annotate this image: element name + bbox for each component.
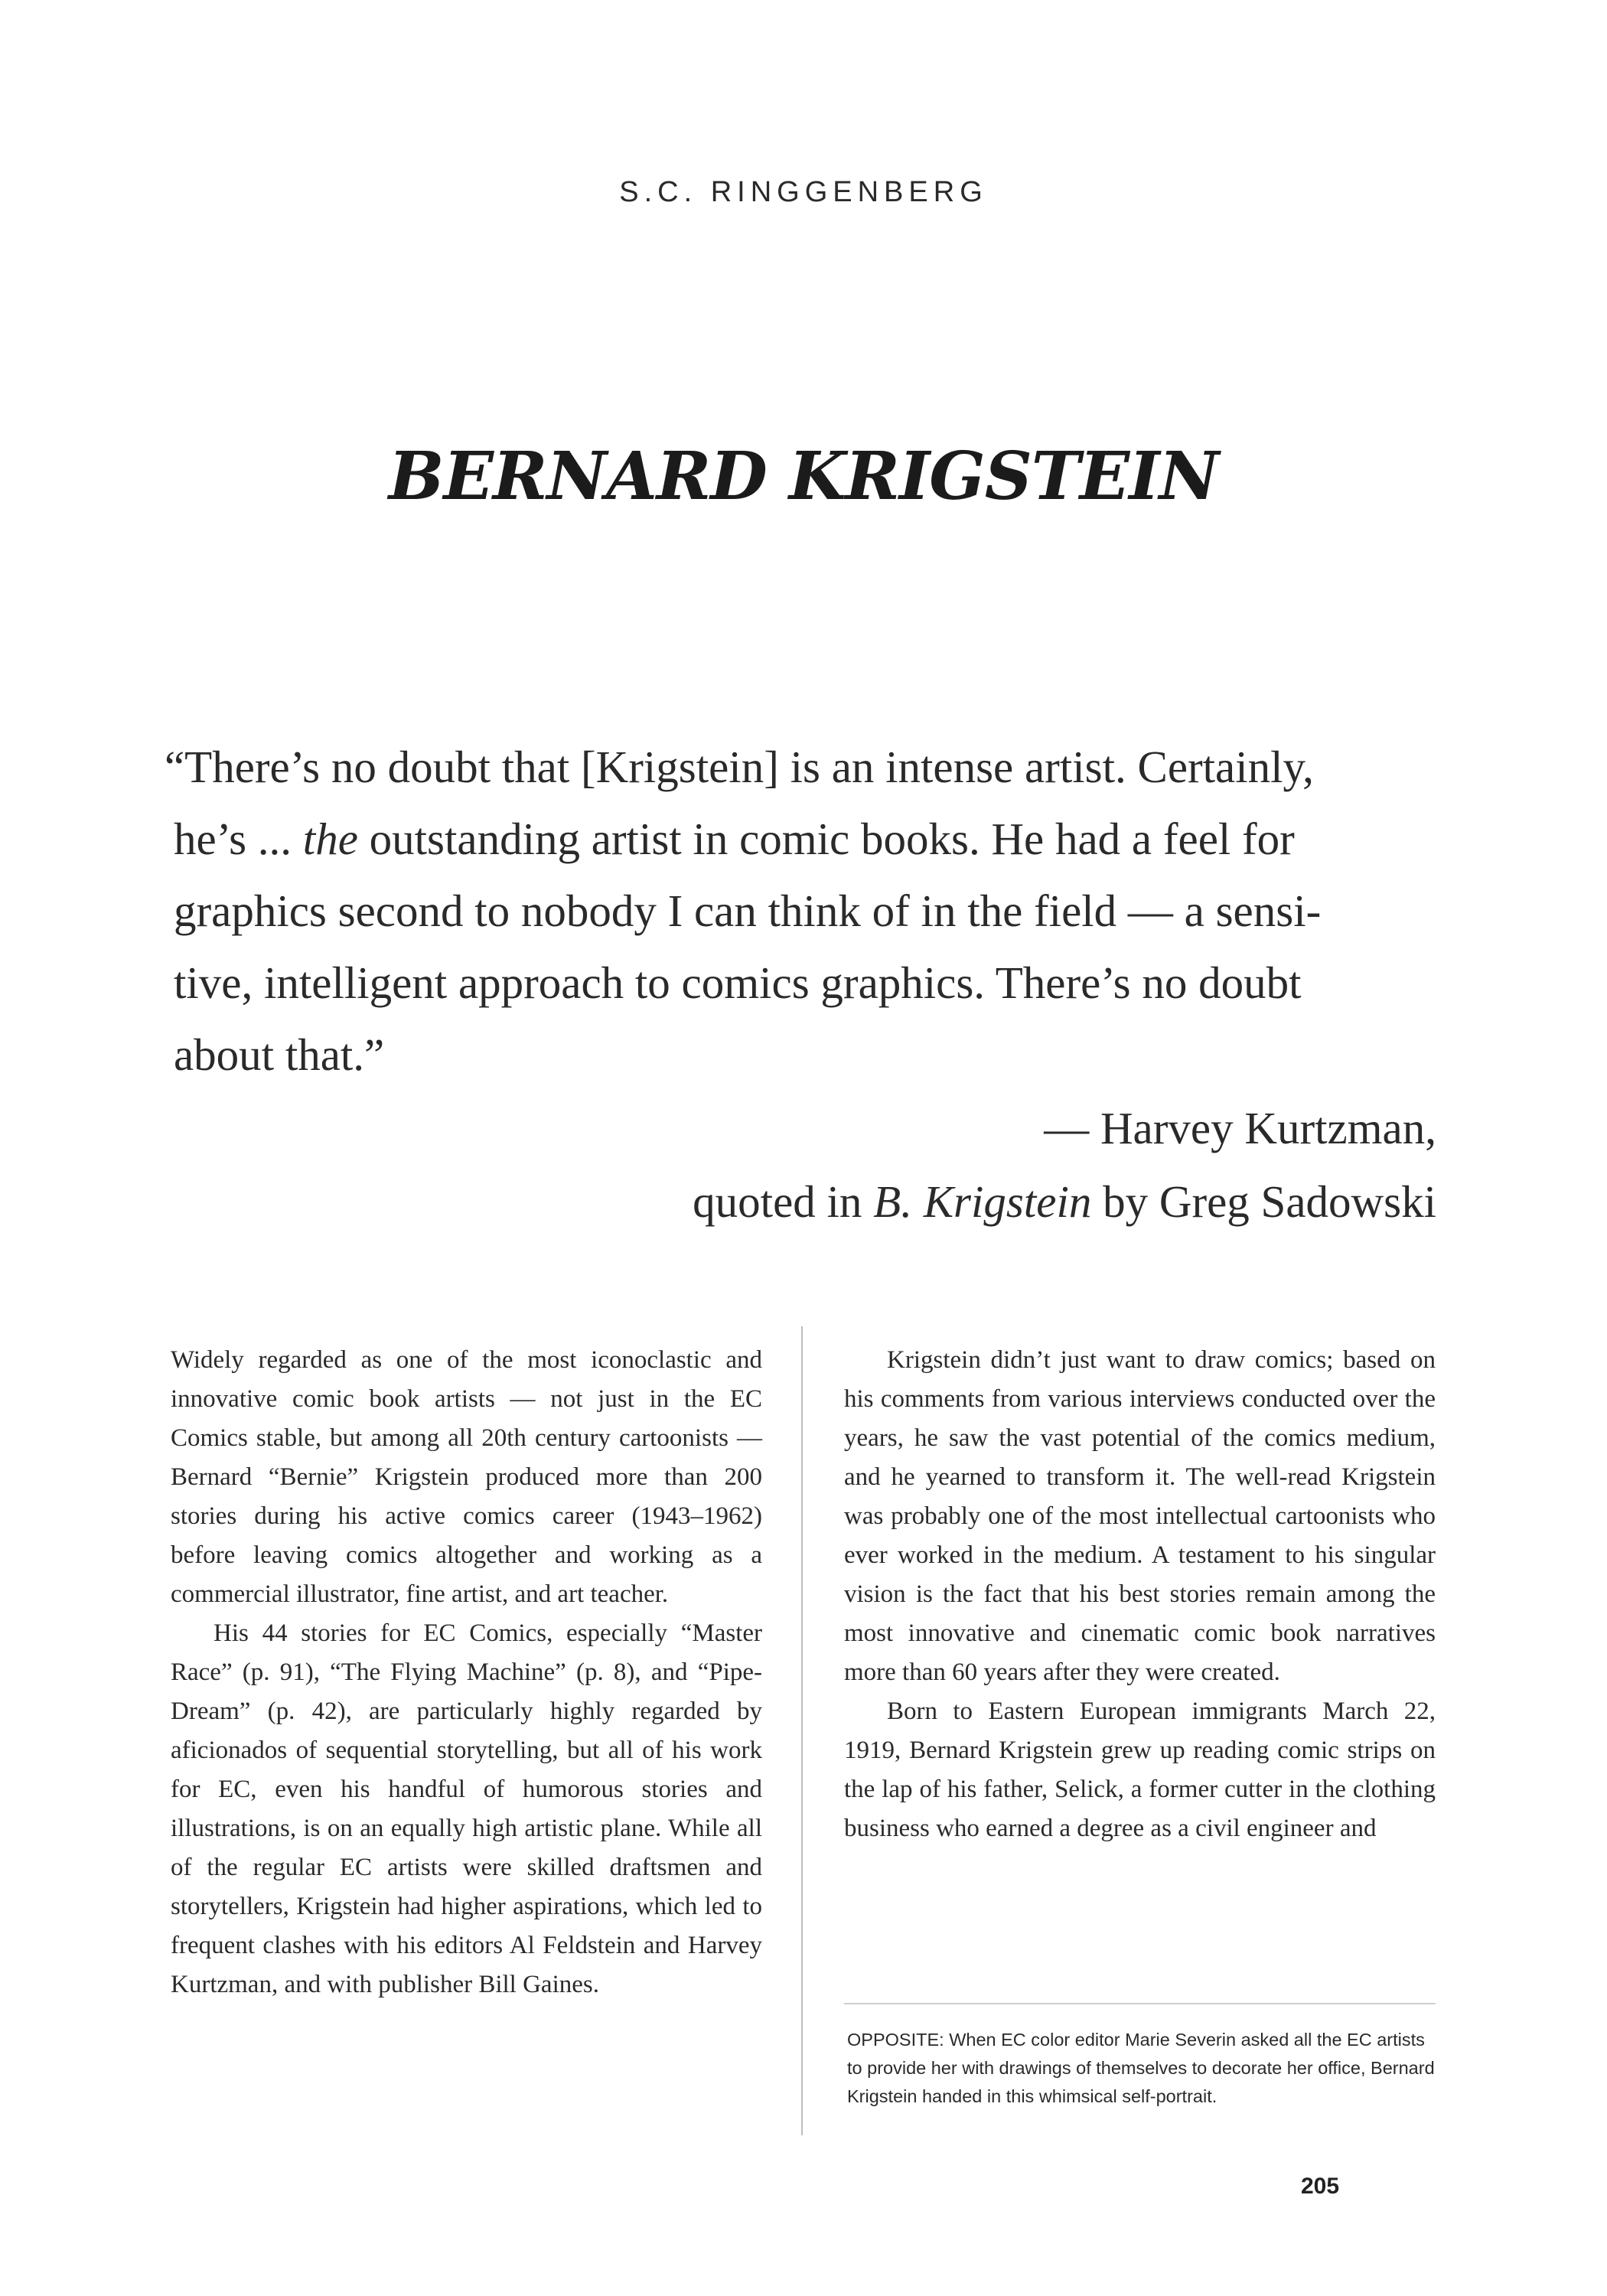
epigraph-attribution-source	[165, 1176, 1436, 1228]
body-paragraph: Widely regarded as one of the most iconoclastic and innovative comic book artists — not just in the EC Comics stable, but among all 20th century cartoonists — Bernard “Bernie” Krigstein produced more than 200 stories during his active comics career (1943–1962) before leaving comics altogether and working as a commercial illustrator, fine artist, and art teacher.	[171, 1346, 762, 1608]
body-paragraph: His 44 stories for EC Comics, especially “Master Race” (p. 91), “The Flying Machine” (p. 8), and “Pipe-Dream” (p. 42), are particularly highly regarded by aficionados of sequential storytelling, but all of his work for EC, even his handful of humorous stories and illustrations, is on an equally high artistic plane. While all of the regular EC artists were skilled draftsmen and storytellers, Krigstein had higher aspirations, which led to frequent clashes with his editors Al Feldstein and Harvey Kurtzman, and with publisher Bill Gaines.	[171, 1619, 762, 1998]
epigraph-line: tive, intelligent approach to comics graphics. There’s no doubt	[174, 957, 1302, 1008]
epigraph-attribution-name: — Harvey Kurtzman,	[1044, 1103, 1436, 1153]
attribution-text: by Greg Sadowski	[1091, 1176, 1436, 1227]
body-column-right	[844, 1341, 1436, 1848]
epigraph-emphasis: the	[302, 814, 358, 864]
epigraph-line: “There’s no doubt that [Krigstein] is an intense artist. Certainly,	[165, 742, 1314, 792]
article-title: BERNARD KRIGSTEIN	[388, 438, 1219, 515]
epigraph-line: about that.”	[174, 1029, 385, 1080]
body-paragraph: Krigstein didn’t just want to draw comics; based on his comments from various interviews conducted over the years, he saw the vast potential of the comics medium, and he yearned to transform it. The well-read Krigstein was probably one of the most intellectual cartoonists who ever worked in the medium. A testament to his singular vision is the fact that his best stories remain among the most innovative and cinematic comic book narratives more than 60 years after they were created.	[844, 1346, 1436, 1686]
attribution-book-title: B. Krigstein	[873, 1176, 1092, 1227]
page-number: 205	[1300, 2174, 1340, 2199]
column-divider	[801, 1326, 803, 2135]
image-caption: OPPOSITE: When EC color editor Marie Severin asked all the EC artists to provide her with drawings of themselves to decorate her office, Bernard Krigstein handed in this whimsical self-portrait.	[847, 2030, 1435, 2106]
epigraph-line: graphics second to nobody I can think of in the field — a sensi-	[174, 885, 1322, 936]
epigraph-line	[165, 803, 1458, 875]
caption-divider	[844, 2003, 1436, 2004]
running-author: S.C. RINGGENBERG	[619, 176, 988, 208]
body-column-left	[171, 1341, 762, 2004]
epigraph-text: he’s ...	[174, 814, 303, 864]
body-paragraph: Born to Eastern European immigrants March 22, 1919, Bernard Krigstein grew up reading comic strips on the lap of his father, Selick, a former cutter in the clothing business who earned a degree as a civil engineer and	[844, 1698, 1436, 1842]
epigraph-text: outstanding artist in comic books. He had a feel for	[357, 814, 1295, 864]
epigraph-quote	[165, 731, 1458, 1091]
attribution-text: quoted in	[693, 1176, 874, 1227]
